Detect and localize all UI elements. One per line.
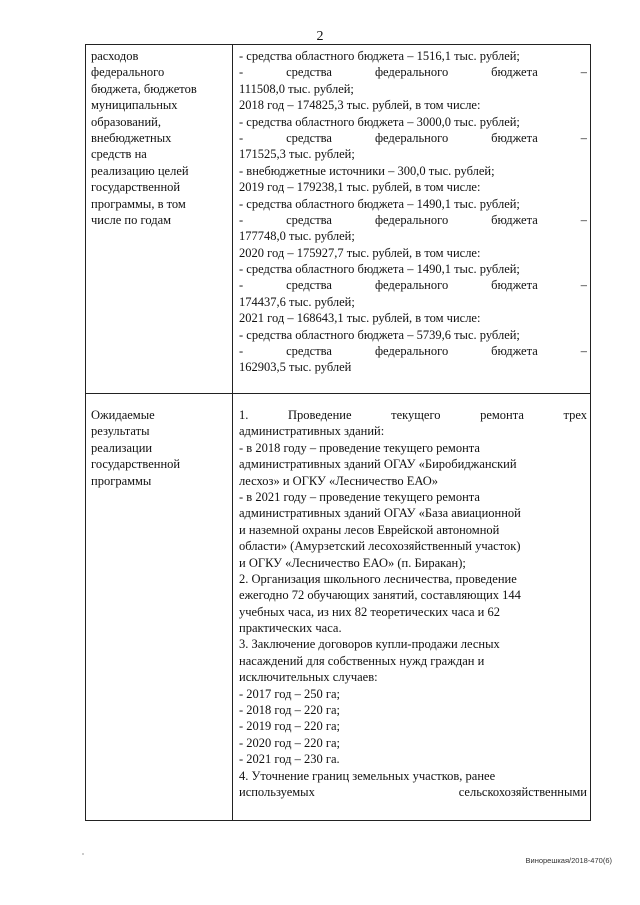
content-line: - средства федерального бюджета – xyxy=(239,130,587,145)
content-line: 162903,5 тыс. рублей xyxy=(239,360,352,375)
content-line: используемых сельскохозяйственными xyxy=(239,784,587,799)
content-line: 177748,0 тыс. рублей; xyxy=(239,229,355,244)
content-line: ежегодно 72 обучающих занятий, составляющих 144 xyxy=(239,588,521,603)
content-line: 2019 год – 179238,1 тыс. рублей, в том числе: xyxy=(239,180,481,195)
content-line: - в 2018 году – проведение текущего ремонта xyxy=(239,440,480,455)
content-line: - средства областного бюджета – 3000,0 тыс. рублей; xyxy=(239,114,520,129)
label-line: федерального xyxy=(91,65,165,80)
content-line: - средства федерального бюджета – xyxy=(239,344,587,359)
content-line: учебных часа, из них 82 теоретических часа и 62 xyxy=(239,604,500,619)
table-top-border xyxy=(85,44,591,45)
content-line: 2018 год – 174825,3 тыс. рублей, в том числе: xyxy=(239,98,481,113)
label-line: результаты xyxy=(91,424,150,439)
content-line: - средства федерального бюджета – xyxy=(239,278,587,293)
content-line: - 2019 год – 220 га; xyxy=(239,719,341,734)
content-line: области» (Амурзетский лесохозяйственный участок) xyxy=(239,539,521,554)
label-line: Ожидаемые xyxy=(91,408,155,422)
content-line: и наземной охраны лесов Еврейской автономной xyxy=(239,522,500,537)
content-line: - средства областного бюджета – 1490,1 тыс. рублей; xyxy=(239,262,520,277)
content-line: - в 2021 году – проведение текущего ремонта xyxy=(239,489,480,504)
label-line: внебюджетных xyxy=(91,130,172,145)
table-bottom-border xyxy=(85,820,591,821)
label-line: расходов xyxy=(91,49,139,63)
document-code: Винорешкая/2018-470(6) xyxy=(525,856,612,865)
content-line: административных зданий ОГАУ «База авиационной xyxy=(239,506,521,521)
content-line: 3. Заключение договоров купли-продажи лесных xyxy=(239,637,500,652)
content-line: административных зданий ОГАУ «Биробиджанский xyxy=(239,457,517,472)
content-line: исключительных случаев: xyxy=(239,670,378,685)
label-line: государственной xyxy=(91,457,181,472)
row-label-expected-results xyxy=(91,407,231,489)
table-left-border xyxy=(85,44,86,821)
content-line: и ОГКУ «Лесничество ЕАО» (п. Биракан); xyxy=(239,555,466,570)
label-line: программы xyxy=(91,473,152,488)
content-line: 4. Уточнение границ земельных участков, ранее xyxy=(239,768,496,783)
label-line: образований, xyxy=(91,114,162,129)
row-label-financing xyxy=(91,48,231,228)
table-right-border xyxy=(590,44,591,821)
content-line: - средства областного бюджета – 1490,1 тыс. рублей; xyxy=(239,196,520,211)
content-line: лесхоз» и ОГКУ «Лесничество ЕАО» xyxy=(239,473,439,488)
content-line: - средства федерального бюджета – xyxy=(239,65,587,80)
content-line: - 2017 год – 250 га; xyxy=(239,686,341,701)
row-divider xyxy=(85,393,591,394)
content-line: 2. Организация школьного лесничества, проведение xyxy=(239,571,517,586)
content-line: 171525,3 тыс. рублей; xyxy=(239,147,355,162)
column-divider xyxy=(232,44,233,821)
label-line: бюджета, бюджетов xyxy=(91,81,197,96)
scan-speck xyxy=(82,853,84,855)
content-line: - средства областного бюджета – 5739,6 тыс. рублей; xyxy=(239,327,520,342)
label-line: реализации xyxy=(91,440,153,455)
row-content-expected-results xyxy=(239,407,587,800)
page-number: 2 xyxy=(316,29,324,44)
content-line: - средства федерального бюджета – xyxy=(239,212,587,227)
label-line: средств на xyxy=(91,147,147,162)
content-line: - средства областного бюджета – 1516,1 тыс. рублей; xyxy=(239,49,520,63)
content-line: 174437,6 тыс. рублей; xyxy=(239,294,355,309)
row-content-financing xyxy=(239,48,587,376)
content-line: практических часа. xyxy=(239,621,342,636)
content-line: административных зданий: xyxy=(239,424,385,439)
content-line: 1. Проведение текущего ремонта трех xyxy=(239,408,587,422)
label-line: государственной xyxy=(91,180,181,195)
program-passport-table xyxy=(85,44,591,821)
label-line: реализацию целей xyxy=(91,163,189,178)
content-line: 2020 год – 175927,7 тыс. рублей, в том числе: xyxy=(239,245,481,260)
content-line: насаждений для собственных нужд граждан и xyxy=(239,653,485,668)
content-line: - 2020 год – 220 га; xyxy=(239,735,341,750)
label-line: программы, в том xyxy=(91,196,186,211)
content-line: - 2018 год – 220 га; xyxy=(239,703,341,718)
content-line: 2021 год – 168643,1 тыс. рублей, в том числе: xyxy=(239,311,481,326)
label-line: числе по годам xyxy=(91,212,172,227)
content-line: - 2021 год – 230 га. xyxy=(239,752,340,767)
label-line: муниципальных xyxy=(91,98,178,113)
content-line: 111508,0 тыс. рублей; xyxy=(239,81,354,96)
content-line: - внебюджетные источники – 300,0 тыс. рублей; xyxy=(239,163,495,178)
